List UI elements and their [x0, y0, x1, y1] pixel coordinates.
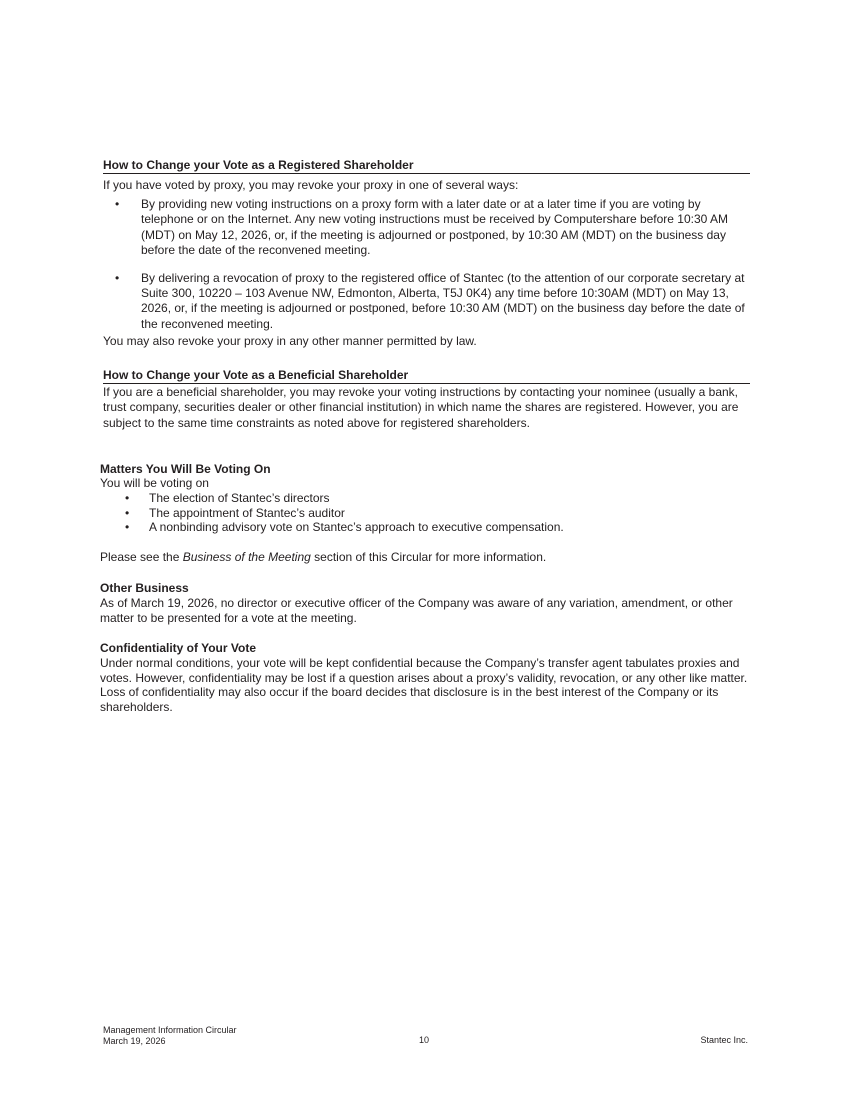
registered-intro: If you have voted by proxy, you may revoke your proxy in one of several ways: [103, 178, 519, 192]
bullet-text: By delivering a revocation of proxy to the registered office of Stantec (to the attention of our corporate secretary at Suite 300, 10220 – 103 Avenue NW, Edmonton, Alberta, T5J 0K4) any time before 10:30AM (MDT) on May 13, 2026, or, if the meeting is adjourned or postponed, before 10:30 AM (MDT) on the business day before the date of the reconvened meeting. [141, 270, 745, 331]
footer-company: Stantec Inc. [700, 1035, 748, 1045]
see-section-reference: Business of the Meeting [182, 550, 311, 564]
other-business-text: As of March 19, 2026, no director or executive officer of the Company was aware of any variation, amendment, or other matter to be presented for a vote at the meeting. [100, 596, 733, 625]
bullet-marker: • [115, 270, 120, 285]
bullet-marker: • [125, 505, 130, 520]
matters-intro: You will be voting on [100, 476, 209, 490]
list-item [103, 197, 753, 259]
see-suffix: section of this Circular for more information. [310, 550, 547, 564]
list-item [103, 271, 753, 333]
list-item [100, 506, 700, 521]
matters-list [100, 491, 700, 535]
list-item [100, 491, 700, 506]
see-prefix: Please see the [100, 550, 183, 564]
matters-heading: Matters You Will Be Voting On [100, 462, 271, 476]
footer-left [103, 1025, 237, 1046]
list-item [100, 520, 700, 535]
confidentiality-text: Under normal conditions, your vote will be kept confidential because the Company’s transfer agent tabulates proxies and votes. However, confidentiality may be lost if a question arises about a proxy’s validity, revocation, or any other like matter. Loss of confidentiality may also occur if the board decides that disclosure is in the best interest of the Company or its shareholders. [100, 656, 748, 714]
confidentiality-heading: Confidentiality of Your Vote [100, 641, 256, 655]
bullet-marker: • [125, 491, 130, 505]
page-number: 10 [419, 1035, 430, 1045]
matter-text: A nonbinding advisory vote on Stantec’s approach to executive compensation. [149, 520, 564, 535]
footer-date: March 19, 2026 [103, 1035, 166, 1046]
registered-bullet-list [103, 197, 753, 332]
bullet-text: By providing new voting instructions on a proxy form with a later date or at a later time if you are voting by telephone or on the Internet. Any new voting instructions must be received by Computershare before 10:30 AM (MDT) on May 12, 2026, or, if the meeting is adjourned or postponed, by 10:30 AM (MDT) on the business day before the date of the reconvened meeting. [141, 197, 729, 258]
other-business-heading: Other Business [100, 581, 189, 595]
matter-text: The appointment of Stantec’s auditor [149, 505, 345, 520]
footer-doc-title: Management Information Circular [103, 1025, 237, 1035]
beneficial-heading: How to Change your Vote as a Beneficial Shareholder [103, 368, 750, 384]
registered-heading: How to Change your Vote as a Registered Shareholder [103, 158, 750, 174]
matter-text: The election of Stantec’s directors [149, 491, 330, 505]
matters-see-note [100, 550, 755, 565]
beneficial-text: If you are a beneficial shareholder, you may revoke your voting instructions by contacting your nominee (usually a bank, trust company, securities dealer or other financial institution) in which name the shares are registered. However, you are subject to the same time constraints as noted above for registered shareholders. [103, 385, 739, 430]
bullet-marker: • [115, 197, 120, 211]
registered-closing: You may also revoke your proxy in any other manner permitted by law. [103, 334, 477, 348]
bullet-marker: • [125, 520, 130, 535]
